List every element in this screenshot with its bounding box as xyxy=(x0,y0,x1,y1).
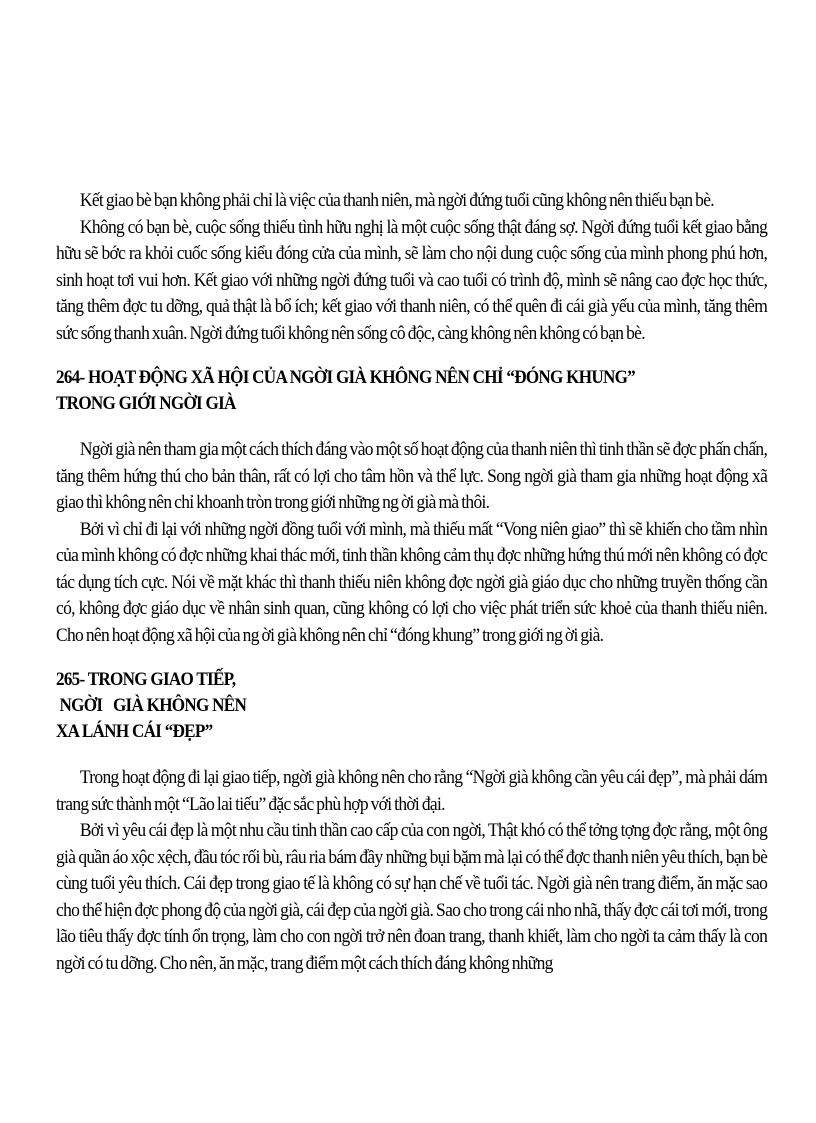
section-heading-265 xyxy=(56,667,767,745)
paragraph: Ngời già nên tham gia một cách thích đáng vào một số hoạt động của thanh niên thì tinh thần sẽ đợc phấn chấn, tăng thêm hứng thú cho bản thân, rất có lợi cho tâm hồn và thể lực. Song ngời già tham gia những hoạt động xã giao thì không nên chỉ khoanh tròn trong giới những ng ời già mà thôi. xyxy=(56,439,768,513)
paragraph: Không có bạn bè, cuộc sống thiếu tình hữu nghị là một cuộc sống thật đáng sợ. Ngời đứng tuổi kết giao bằng hữu sẽ bớc ra khỏi cuốc sống kiểu đóng cửa của mình, sẽ làm cho nội dung cuộc sống của mình phong phú hơn, sinh hoạt tơi vui hơn. Kết giao với những ngời đứng tuổi và cao tuổi có trình độ, mình sẽ nâng cao đợc học thức, tăng thêm đợc tu dỡng, quả thật là bổ ích; kết giao với thanh niên, có thể quên đi cái già yếu của mình, tăng thêm sức sống thanh xuân. Ngời đứng tuổi không nên sống cô độc, càng không nên không có bạn bè. xyxy=(56,216,768,344)
paragraph: Trong hoạt động đi lại giao tiếp, ngời già không nên cho rằng “Ngời già không cần yêu cái đẹp”, mà phải dám trang sức thành một “Lão lai tiếu” đặc sắc phù hợp với thời đại. xyxy=(56,767,768,815)
heading-line: NGỜI GIÀ KHÔNG NÊN xyxy=(56,695,247,716)
page-content xyxy=(56,188,768,977)
paragraph: Kết giao bè bạn không phải chỉ là việc của thanh niên, mà ngời đứng tuổi cũng không nên thiếu bạn bè. xyxy=(79,190,714,211)
heading-line: 264- HOẠT ĐỘNG XÃ HỘI CỦA NGỜI GIÀ KHÔNG NÊN CHỈ “ĐÓNG KHUNG” xyxy=(56,367,636,388)
section-heading-264 xyxy=(56,365,767,417)
heading-line: TRONG GIỚI NGỜI GIÀ xyxy=(56,393,236,414)
heading-line: 265- TRONG GIAO TIẾP, xyxy=(56,669,236,690)
heading-line: XA LÁNH CÁI “ĐẸP” xyxy=(56,721,213,742)
paragraph: Bởi vì chỉ đi lại với những ngời đồng tuổi với mình, mà thiếu mất “Vong niên giao” thì sẽ khiến cho tầm nhìn của mình không có đợc những khai thác mới, tinh thần không cảm thụ đợc những hứng thú mới nên không có đợc tác dụng tích cực. Nói về mặt khác thì thanh thiếu niên không đợc ngời già giáo dục cho những truyền thống cần có, không đợc giáo dục về nhân sinh quan, cũng không có lợi cho việc phát triển sức khoẻ của thanh thiếu niên. Cho nên hoạt động xã hội của ng ời già không nên chỉ “đóng khung” trong giới ng ời già. xyxy=(56,518,768,646)
paragraph: Bởi vì yêu cái đẹp là một nhu cầu tinh thần cao cấp của con ngời, Thật khó có thể tởng tợng đợc rằng, một ông già quần áo xộc xệch, đầu tóc rối bù, râu ria bám đầy những bụi bặm mà lại có thể đợc thanh niên yêu thích, bạn bè cùng tuổi yêu thích. Cái đẹp trong giao tế là không có sự hạn chế về tuổi tác. Ngời già nên trang điểm, ăn mặc sao cho thể hiện đợc phong độ của ngời già, cái đẹp của ngời già. Sao cho trong cái nho nhã, thấy đợc cái tơi mới, trong lão tiêu thấy đợc tính ổn trọng, làm cho con ngời trở nên đoan trang, thanh khiết, làm cho ngời ta cảm thấy là con ngời có tu dỡng. Cho nên, ăn mặc, trang điểm một cách thích đáng không những xyxy=(56,820,768,974)
